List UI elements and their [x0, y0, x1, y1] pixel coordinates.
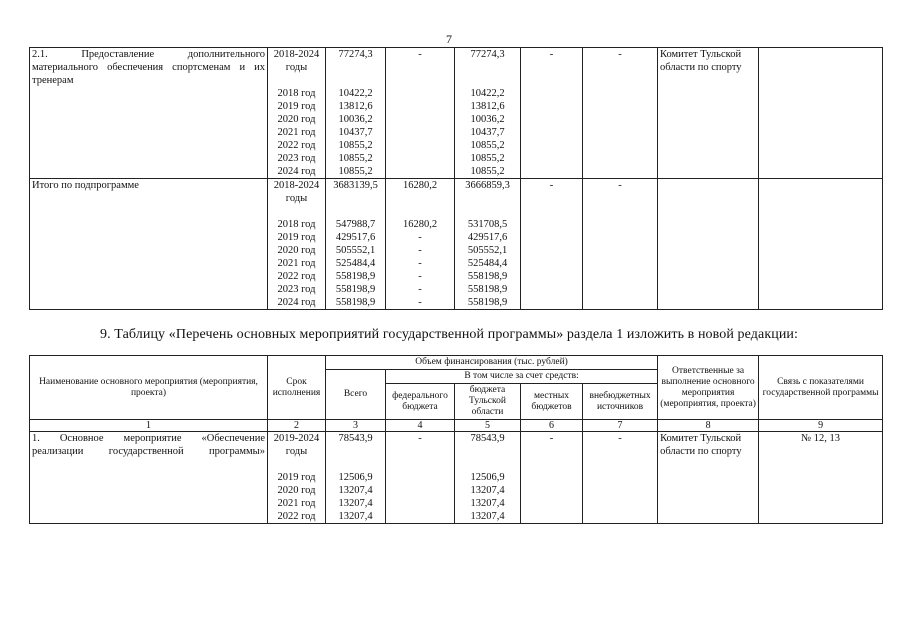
year-total: 10855,2 [326, 165, 386, 179]
year-row [30, 510, 883, 524]
empty-cell [658, 244, 759, 257]
empty-cell [759, 113, 883, 126]
year-total: 505552,1 [326, 244, 386, 257]
local-cell: - [521, 179, 583, 206]
header-funding: Объем финансирования (тыс. рублей) [326, 356, 658, 370]
column-number: 7 [583, 420, 658, 432]
empty-cell [658, 497, 759, 510]
year-federal: - [386, 296, 455, 310]
year-row [30, 100, 883, 113]
measures-table [29, 355, 883, 524]
year-row [30, 231, 883, 244]
empty-cell [521, 231, 583, 244]
total-cell: 3683139,5 [326, 179, 386, 206]
header-including: В том числе за счет средств: [386, 370, 658, 384]
empty-cell [30, 283, 268, 296]
spacer-cell [583, 458, 658, 471]
empty-cell [583, 283, 658, 296]
empty-cell [759, 165, 883, 179]
header-local: местных бюджетов [521, 384, 583, 420]
empty-cell [521, 471, 583, 484]
empty-cell [583, 87, 658, 100]
empty-cell [521, 139, 583, 152]
year-regional: 429517,6 [455, 231, 521, 244]
spacer-cell [268, 458, 326, 471]
year-federal [386, 152, 455, 165]
year-federal [386, 100, 455, 113]
spacer-cell [30, 458, 268, 471]
year-label: 2018 год [268, 218, 326, 231]
year-total: 13812,6 [326, 100, 386, 113]
spacer-cell [326, 458, 386, 471]
extra-cell: - [583, 179, 658, 206]
empty-cell [658, 283, 759, 296]
spacer-cell [30, 205, 268, 218]
empty-cell [521, 270, 583, 283]
federal-cell: 16280,2 [386, 179, 455, 206]
spacer-cell [386, 205, 455, 218]
empty-cell [583, 231, 658, 244]
header-federal: федерального бюджета [386, 384, 455, 420]
spacer-cell [455, 458, 521, 471]
year-row [30, 87, 883, 100]
year-regional: 13812,6 [455, 100, 521, 113]
empty-cell [30, 139, 268, 152]
year-regional: 10855,2 [455, 152, 521, 165]
year-label: 2020 год [268, 244, 326, 257]
empty-cell [759, 484, 883, 497]
year-total: 558198,9 [326, 270, 386, 283]
year-label: 2019 год [268, 231, 326, 244]
year-total: 13207,4 [326, 497, 386, 510]
regional-cell: 3666859,3 [455, 179, 521, 206]
year-regional: 525484,4 [455, 257, 521, 270]
year-federal: - [386, 257, 455, 270]
extra-cell: - [583, 48, 658, 88]
year-federal: 16280,2 [386, 218, 455, 231]
header-regional: бюджета Тульской области [455, 384, 521, 420]
year-federal: - [386, 283, 455, 296]
empty-cell [583, 270, 658, 283]
spacer-cell [658, 205, 759, 218]
empty-cell [30, 484, 268, 497]
year-row [30, 257, 883, 270]
year-label: 2022 год [268, 510, 326, 524]
spacer-cell [759, 205, 883, 218]
empty-cell [386, 484, 455, 497]
year-total: 525484,4 [326, 257, 386, 270]
year-regional: 13207,4 [455, 510, 521, 524]
empty-cell [759, 126, 883, 139]
empty-cell [658, 152, 759, 165]
year-row [30, 165, 883, 179]
year-regional: 12506,9 [455, 471, 521, 484]
year-label: 2021 год [268, 257, 326, 270]
empty-cell [658, 113, 759, 126]
empty-cell [521, 113, 583, 126]
empty-cell [30, 296, 268, 310]
empty-cell [759, 471, 883, 484]
period-cell: 2018-2024 годы [268, 179, 326, 206]
year-row [30, 471, 883, 484]
year-federal: - [386, 270, 455, 283]
empty-cell [521, 165, 583, 179]
page-number: 7 [446, 32, 452, 46]
empty-cell [386, 510, 455, 524]
responsible-cell: Комитет Тульской области по спорту [658, 48, 759, 88]
empty-cell [658, 471, 759, 484]
period-cell: 2018-2024 годы [268, 48, 326, 88]
year-total: 10036,2 [326, 113, 386, 126]
year-label: 2024 год [268, 165, 326, 179]
column-number: 8 [658, 420, 759, 432]
measure-name-text: 1. Основное мероприятие «Обеспечение реализации государственной программы» [32, 433, 265, 457]
empty-cell [521, 126, 583, 139]
spacer-row [30, 205, 883, 218]
empty-cell [30, 497, 268, 510]
year-row [30, 113, 883, 126]
column-number: 5 [455, 420, 521, 432]
year-row [30, 139, 883, 152]
empty-cell [30, 257, 268, 270]
empty-cell [30, 87, 268, 100]
year-regional: 531708,5 [455, 218, 521, 231]
year-regional: 558198,9 [455, 270, 521, 283]
year-total: 13207,4 [326, 510, 386, 524]
year-regional: 10437,7 [455, 126, 521, 139]
column-number: 6 [521, 420, 583, 432]
year-federal [386, 165, 455, 179]
empty-cell [30, 126, 268, 139]
measure-name-text: 2.1. Предоставление дополнительного материального обеспечения спортсменам и их тренерам [32, 49, 265, 86]
indicators-cell: № 12, 13 [759, 432, 883, 459]
year-total: 10855,2 [326, 152, 386, 165]
empty-cell [658, 100, 759, 113]
header-responsible: Ответственные за выполнение основного мероприятия (мероприятия, проекта) [658, 356, 759, 420]
measure-name-text: Итого по подпрограмме [32, 180, 139, 191]
year-row [30, 152, 883, 165]
total-cell: 78543,9 [326, 432, 386, 459]
column-number: 4 [386, 420, 455, 432]
year-regional: 10855,2 [455, 165, 521, 179]
empty-cell [658, 139, 759, 152]
spacer-cell [521, 458, 583, 471]
year-row [30, 126, 883, 139]
empty-cell [30, 231, 268, 244]
empty-cell [30, 270, 268, 283]
extra-cell: - [583, 432, 658, 459]
header-total: Всего [326, 370, 386, 420]
empty-cell [759, 139, 883, 152]
empty-cell [759, 270, 883, 283]
year-total: 13207,4 [326, 484, 386, 497]
empty-cell [30, 510, 268, 524]
spacer-cell [455, 205, 521, 218]
empty-cell [759, 497, 883, 510]
period-cell: 2019-2024 годы [268, 432, 326, 459]
empty-cell [583, 218, 658, 231]
regional-cell: 78543,9 [455, 432, 521, 459]
year-total: 12506,9 [326, 471, 386, 484]
empty-cell [521, 296, 583, 310]
header-extra: внебюджетных источников [583, 384, 658, 420]
empty-cell [759, 100, 883, 113]
empty-cell [583, 510, 658, 524]
year-row [30, 296, 883, 310]
year-regional: 13207,4 [455, 484, 521, 497]
year-row [30, 270, 883, 283]
measure-name [30, 179, 268, 206]
year-federal [386, 139, 455, 152]
empty-cell [30, 100, 268, 113]
empty-cell [759, 218, 883, 231]
empty-cell [759, 257, 883, 270]
empty-cell [583, 296, 658, 310]
empty-cell [521, 510, 583, 524]
header-indicators: Связь с показателями государственной программы [759, 356, 883, 420]
year-regional: 10422,2 [455, 87, 521, 100]
local-cell: - [521, 48, 583, 88]
empty-cell [30, 113, 268, 126]
regional-cell: 77274,3 [455, 48, 521, 88]
year-label: 2020 год [268, 113, 326, 126]
indicators-cell [759, 179, 883, 206]
year-total: 10437,7 [326, 126, 386, 139]
empty-cell [583, 257, 658, 270]
empty-cell [521, 484, 583, 497]
empty-cell [30, 471, 268, 484]
year-total: 10855,2 [326, 139, 386, 152]
empty-cell [30, 152, 268, 165]
year-label: 2018 год [268, 87, 326, 100]
empty-cell [583, 497, 658, 510]
empty-cell [521, 497, 583, 510]
empty-cell [759, 296, 883, 310]
empty-cell [759, 283, 883, 296]
federal-cell: - [386, 432, 455, 459]
year-label: 2022 год [268, 139, 326, 152]
measure-row [30, 432, 883, 459]
year-federal: - [386, 244, 455, 257]
empty-cell [583, 139, 658, 152]
empty-cell [521, 152, 583, 165]
empty-cell [759, 244, 883, 257]
section-row [30, 179, 883, 206]
local-cell: - [521, 432, 583, 459]
column-number: 2 [268, 420, 326, 432]
empty-cell [658, 218, 759, 231]
spacer-row [30, 458, 883, 471]
measure-name [30, 432, 268, 459]
year-label: 2019 год [268, 100, 326, 113]
subprogram-table [29, 47, 883, 310]
spacer-cell [386, 458, 455, 471]
empty-cell [583, 165, 658, 179]
empty-cell [583, 152, 658, 165]
empty-cell [658, 87, 759, 100]
year-regional: 10036,2 [455, 113, 521, 126]
empty-cell [521, 100, 583, 113]
empty-cell [386, 471, 455, 484]
year-label: 2021 год [268, 126, 326, 139]
year-label: 2020 год [268, 484, 326, 497]
year-regional: 13207,4 [455, 497, 521, 510]
empty-cell [583, 126, 658, 139]
empty-cell [759, 152, 883, 165]
column-number: 1 [30, 420, 268, 432]
year-regional: 10855,2 [455, 139, 521, 152]
empty-cell [521, 244, 583, 257]
year-federal [386, 87, 455, 100]
empty-cell [521, 87, 583, 100]
empty-cell [521, 218, 583, 231]
indicators-cell [759, 48, 883, 88]
spacer-cell [759, 458, 883, 471]
year-federal [386, 126, 455, 139]
responsible-cell [658, 179, 759, 206]
year-row [30, 484, 883, 497]
empty-cell [658, 510, 759, 524]
year-row [30, 497, 883, 510]
year-total: 429517,6 [326, 231, 386, 244]
total-cell: 77274,3 [326, 48, 386, 88]
header-name: Наименование основного мероприятия (мероприятия, проекта) [30, 356, 268, 420]
empty-cell [521, 283, 583, 296]
empty-cell [30, 244, 268, 257]
responsible-cell: Комитет Тульской области по спорту [658, 432, 759, 459]
year-label: 2023 год [268, 283, 326, 296]
section-heading: 9. Таблицу «Перечень основных мероприятий государственной программы» раздела 1 изложить в новой редакции: [100, 327, 798, 342]
year-federal: - [386, 231, 455, 244]
empty-cell [583, 113, 658, 126]
empty-cell [658, 296, 759, 310]
year-federal [386, 113, 455, 126]
empty-cell [30, 218, 268, 231]
empty-cell [583, 100, 658, 113]
empty-cell [658, 165, 759, 179]
empty-cell [658, 126, 759, 139]
empty-cell [583, 244, 658, 257]
year-row [30, 283, 883, 296]
empty-cell [583, 484, 658, 497]
spacer-cell [583, 205, 658, 218]
spacer-cell [268, 205, 326, 218]
empty-cell [658, 270, 759, 283]
section-row [30, 48, 883, 88]
year-total: 547988,7 [326, 218, 386, 231]
spacer-cell [521, 205, 583, 218]
empty-cell [386, 497, 455, 510]
column-number: 9 [759, 420, 883, 432]
header-period: Срок исполнения [268, 356, 326, 420]
empty-cell [658, 231, 759, 244]
year-regional: 505552,1 [455, 244, 521, 257]
empty-cell [759, 510, 883, 524]
year-regional: 558198,9 [455, 283, 521, 296]
empty-cell [759, 87, 883, 100]
spacer-cell [326, 205, 386, 218]
year-total: 10422,2 [326, 87, 386, 100]
year-row [30, 244, 883, 257]
year-regional: 558198,9 [455, 296, 521, 310]
year-row [30, 218, 883, 231]
spacer-cell [658, 458, 759, 471]
empty-cell [583, 471, 658, 484]
year-label: 2019 год [268, 471, 326, 484]
measure-name [30, 48, 268, 88]
empty-cell [30, 165, 268, 179]
year-total: 558198,9 [326, 296, 386, 310]
empty-cell [658, 257, 759, 270]
year-total: 558198,9 [326, 283, 386, 296]
column-number: 3 [326, 420, 386, 432]
year-label: 2023 год [268, 152, 326, 165]
year-label: 2022 год [268, 270, 326, 283]
year-label: 2021 год [268, 497, 326, 510]
federal-cell: - [386, 48, 455, 88]
empty-cell [759, 231, 883, 244]
year-label: 2024 год [268, 296, 326, 310]
empty-cell [658, 484, 759, 497]
empty-cell [521, 257, 583, 270]
